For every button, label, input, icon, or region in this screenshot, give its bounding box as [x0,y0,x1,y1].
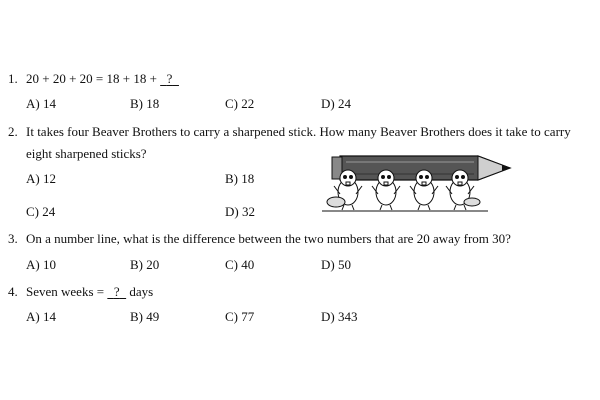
q4-text-before: Seven weeks = [26,284,105,299]
q1-option-b: B) 18 [130,96,160,111]
q1-option-c: C) 22 [225,96,255,111]
q3-number: 3. [8,231,18,246]
q2-text-line2: eight sharpened sticks? [26,146,147,161]
q3-text: On a number line, what is the difference between the two numbers that are 20 away from 30? [26,231,511,246]
q4-text [26,284,153,300]
q4-option-b: B) 49 [130,309,160,324]
q3-option-c: C) 40 [225,257,255,272]
q2-text-line1: It takes four Beaver Brothers to carry a sharpened stick. How many Beaver Brothers does it take to carry [26,124,571,139]
q1-option-d: D) 24 [321,96,351,111]
q4-text-after: days [129,284,154,299]
q1-text [26,71,179,87]
q1-option-a: A) 14 [26,96,56,111]
q2-option-c: C) 24 [26,204,56,219]
q1-blank: ? [166,71,173,86]
q4-option-c: C) 77 [225,309,255,324]
q4-number: 4. [8,284,18,299]
q2-number: 2. [8,124,18,139]
q4-blank: ? [113,284,120,299]
q4-option-d: D) 343 [321,309,358,324]
q1-text-before: 20 + 20 + 20 = 18 + 18 + [26,71,157,86]
q4-option-a: A) 14 [26,309,56,324]
q3-option-d: D) 50 [321,257,351,272]
q2-option-b: B) 18 [225,171,255,186]
q3-option-a: A) 10 [26,257,56,272]
q1-number: 1. [8,71,18,86]
q3-option-b: B) 20 [130,257,160,272]
q2-option-a: A) 12 [26,171,56,186]
beavers-carrying-pencil-icon [318,150,514,212]
q2-option-d: D) 32 [225,204,255,219]
